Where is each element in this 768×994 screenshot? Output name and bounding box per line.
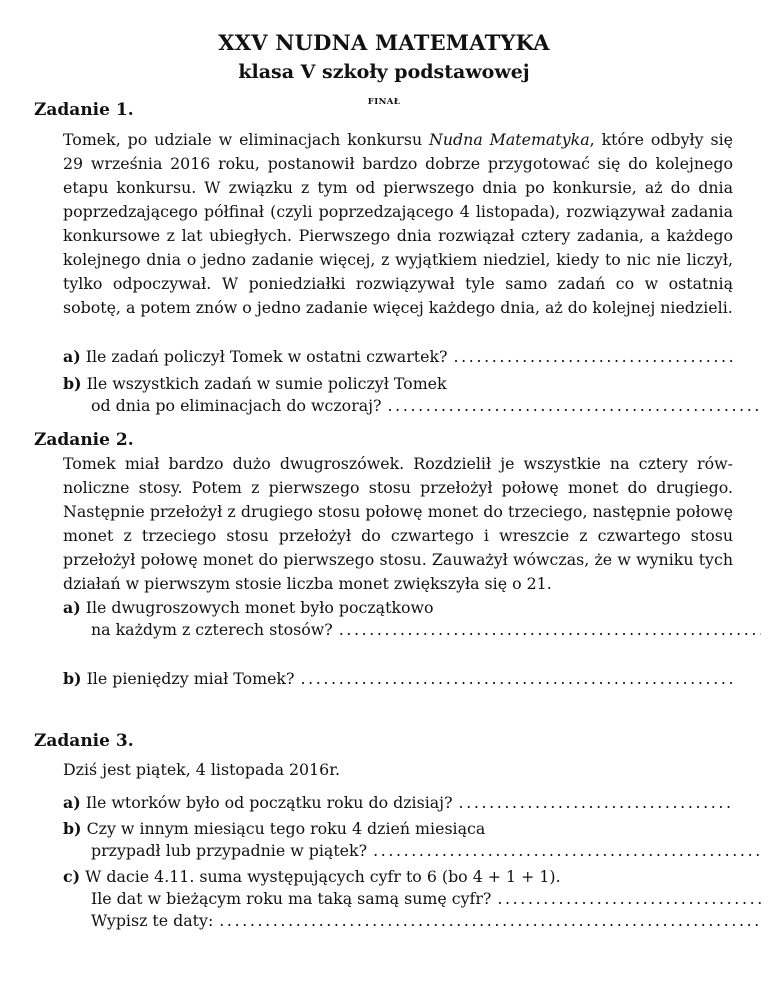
answer-line [388, 395, 761, 417]
task-2-question-a [63, 597, 733, 641]
task-3-text: Dziś jest piątek, 4 listopada 2016r. [63, 760, 341, 779]
task-1-text-start: Tomek, po udziale w eliminacjach konkursu [63, 130, 430, 149]
document-subtitle: klasa V szkoły podstawowej [238, 61, 530, 83]
task-2-text: Tomek miał bardzo dużo dwugroszówek. Rozdzielił je wszystkie na cztery równoliczne stosy. Potem z pierwszego stosu przełożył połowę monet do drugiego. Następnie przełożył z drugiego stosu połowę monet do trzeciego, następnie połowę monet z trzeciego stosu przełożył do czwartego i wreszcie z czwartego stosu przełożył połowę monet do pierwszego stosu. Zauważył wówczas, że w wyniku tych działań w pierwszym stosie liczba monet zwiększyła się o 21. [63, 454, 733, 593]
question-text: Czy w innym miesiącu tego roku 4 dzień miesiąca [86, 819, 486, 838]
question-text-cont: na każdym z czterech stosów? [91, 620, 333, 639]
question-label: a) [63, 598, 81, 617]
question-label: a) [63, 793, 81, 812]
question-label: b) [63, 374, 82, 393]
answer-line [300, 668, 733, 690]
answer-line [373, 840, 761, 862]
task-3-question-b [63, 818, 733, 862]
answer-line [459, 792, 733, 814]
task-3-question-a [63, 792, 733, 814]
answer-line [219, 910, 761, 932]
task-1-heading: Zadanie 1. [34, 100, 134, 120]
contest-name: Nudna Matematyka [429, 130, 590, 149]
question-text-cont: Wypisz te daty: [91, 911, 214, 930]
question-text: Ile wszystkich zadań w sumie policzył Tomek [86, 374, 447, 393]
document-title: XXV NUDNA MATEMATYKA [218, 30, 550, 55]
question-text: W dacie 4.11. suma występujących cyfr to 6 (bo 4 + 1 + 1). [85, 867, 561, 886]
task-1-text [63, 128, 733, 320]
answer-line [339, 619, 761, 641]
task-2-question-b [63, 668, 733, 690]
stage-label: FINAŁ [367, 97, 401, 107]
question-text: Ile dwugroszowych monet było początkowo [85, 598, 434, 617]
task-3-question-c [63, 866, 733, 932]
question-label: c) [63, 867, 81, 886]
question-label: b) [63, 819, 82, 838]
question-label: b) [63, 669, 82, 688]
answer-line [454, 346, 733, 368]
question-text-cont: od dnia po eliminacjach do wczoraj? [91, 396, 382, 415]
task-1-question-b [63, 373, 733, 417]
question-text-cont: przypadł lub przypadnie w piątek? [91, 841, 368, 860]
task-1-question-a [63, 346, 733, 368]
question-text: Ile pieniędzy miał Tomek? [86, 669, 295, 688]
question-text-cont: Ile dat w bieżącym roku ma taką samą sumę cyfr? [91, 889, 492, 908]
question-label: a) [63, 347, 81, 366]
task-3-heading: Zadanie 3. [34, 731, 134, 751]
task-2-heading: Zadanie 2. [34, 430, 134, 450]
task-1-text-rest: , które odbyły się 29 września 2016 roku, postanowił bardzo dobrze przygotować się do kolejnego etapu konkursu. W związku z tym od pierwszego dnia po konkursie, aż do dnia poprzedzającego półfinał (czyli poprzedzającego 4 listopada), rozwiązywał zadania konkursowe z lat ubiegłych. Pierwszego dnia rozwiązał cztery zadania, a każdego kolejnego dnia o jedno zadanie więcej, z wyjątkiem niedziel, kiedy to nic nie liczył, tylko odpoczywał. W poniedziałki rozwiązywał tyle samo zadań co w ostatnią sobotę, a potem znów o jedno zadanie więcej każdego dnia, aż do kolejnej niedzieli. [63, 130, 733, 317]
question-text: Ile zadań policzył Tomek w ostatni czwartek? [85, 347, 448, 366]
answer-line [497, 888, 761, 910]
question-text: Ile wtorków było od początku roku do dzisiaj? [85, 793, 453, 812]
